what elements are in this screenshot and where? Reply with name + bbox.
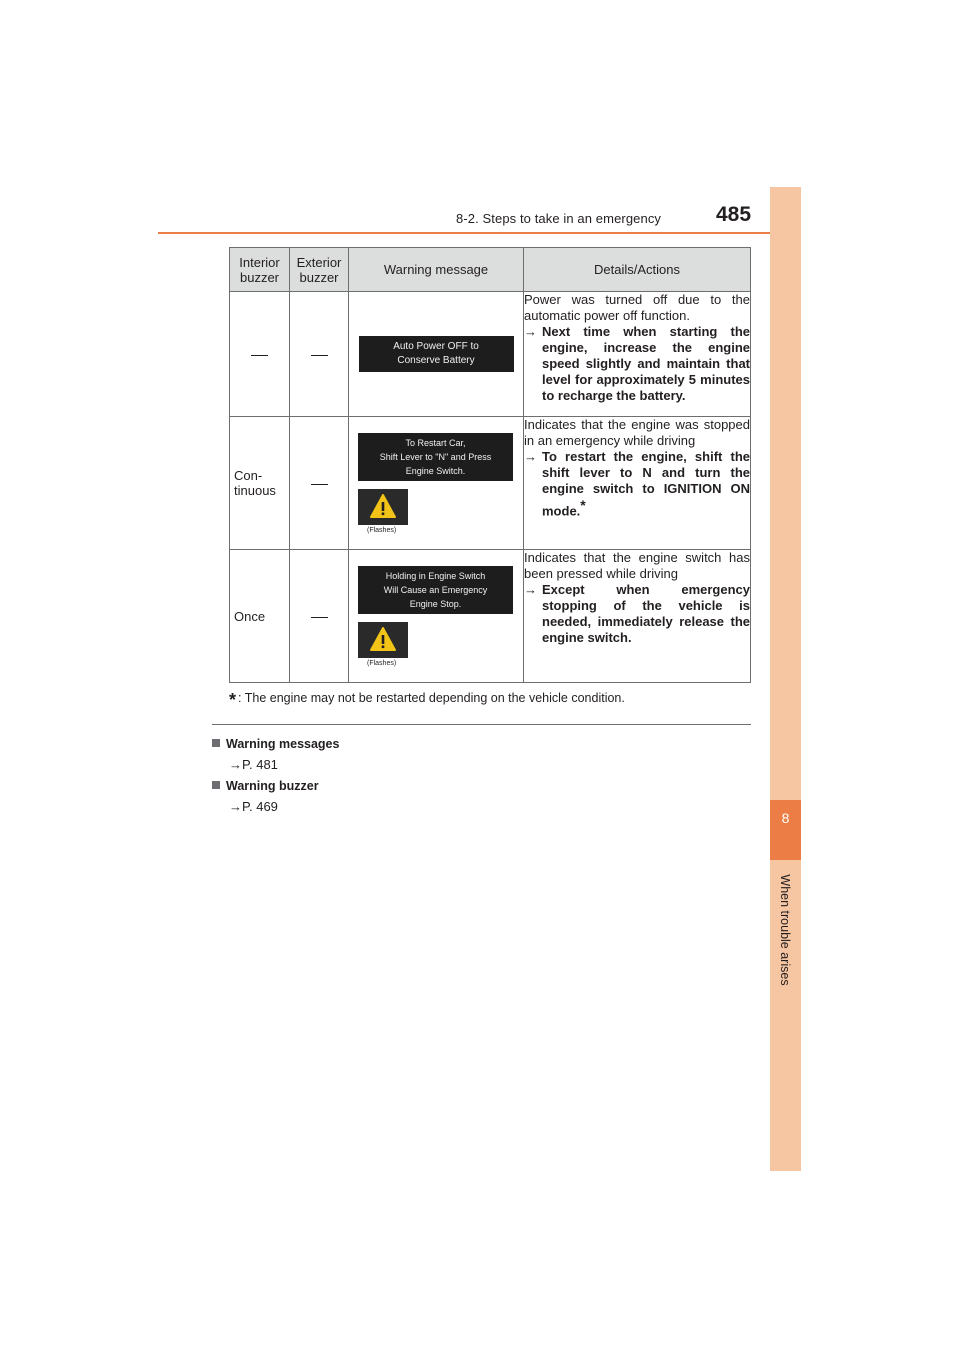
interior-buzzer-cell — [230, 292, 290, 417]
reference-link-warning-messages[interactable] — [229, 757, 278, 772]
action-line — [524, 324, 750, 404]
reference-link-warning-buzzer[interactable] — [229, 799, 278, 814]
detail-text: Indicates that the engine was stopped in an emergency while driving — [524, 417, 750, 448]
warning-table — [229, 247, 751, 683]
chapter-title: When trouble arises — [778, 874, 792, 986]
message-line: Will Cause an Emergency — [383, 584, 488, 595]
page-number: 485 — [716, 203, 752, 226]
chapter-number-tab — [770, 800, 801, 860]
bullet-square-icon — [212, 739, 220, 747]
bullet-square-icon — [212, 781, 220, 789]
action-line: → To restart the engine, shift the shift lever to N and turn the engine switch to IGNITION ON mode.* — [524, 449, 750, 519]
detail-text: Power was turned off due to the automatic power off function. — [524, 292, 750, 323]
message-line: To Restart Car, — [405, 437, 466, 448]
master-warning-light — [358, 622, 408, 658]
detail-text: Indicates that the engine switch has been pressed while driving — [524, 550, 750, 581]
details-cell — [524, 417, 751, 550]
table-row — [230, 292, 751, 417]
header-rule — [158, 232, 801, 234]
table-header-row — [230, 248, 751, 292]
action-line — [524, 582, 750, 646]
header-warning-message: Warning message — [349, 248, 524, 292]
exterior-buzzer-cell — [290, 292, 349, 417]
details-cell — [524, 292, 751, 417]
none-dash — [251, 355, 268, 356]
table-row — [230, 550, 751, 683]
arrow-icon: → — [524, 324, 537, 339]
reference-heading-warning-messages — [212, 737, 339, 751]
flash-label: (Flashes) — [367, 659, 397, 667]
message-line: Holding in Engine Switch — [385, 570, 486, 581]
exterior-buzzer-cell — [290, 417, 349, 550]
asterisk: * — [229, 690, 237, 710]
footnote-text: : The engine may not be restarted depending on the vehicle condition. — [238, 691, 625, 705]
details-cell — [524, 550, 751, 683]
action-text: To restart the engine, shift the shift lever to N and turn the engine switch to IGNITION ON mode. — [542, 449, 750, 519]
action-text: Next time when starting the engine, increase the engine speed slightly and maintain that level for approximately 5 minutes to recharge the battery. — [542, 324, 750, 403]
warning-triangle-icon — [370, 493, 396, 519]
arrow-icon: → — [524, 449, 537, 464]
reference-title: Warning buzzer — [226, 779, 319, 793]
warning-message-cell — [349, 417, 524, 550]
message-display: Auto Power OFF to Conserve Battery — [359, 336, 514, 372]
action-text: Except when emergency stopping of the vehicle is needed, immediately release the engine switch. — [542, 582, 750, 645]
message-group — [349, 433, 523, 534]
reference-page: P. 469 — [242, 799, 278, 814]
header-interior-buzzer: Interior buzzer — [230, 248, 290, 292]
none-dash — [311, 484, 328, 485]
header-details-actions: Details/Actions — [524, 248, 751, 292]
arrow-icon: → — [524, 582, 537, 597]
arrow-icon: → — [229, 799, 242, 814]
message-line: Engine Switch. — [405, 465, 466, 476]
section-title: 8-2. Steps to take in an emergency — [456, 211, 662, 226]
message-line: Engine Stop. — [409, 598, 462, 609]
master-warning-light — [358, 489, 408, 525]
header-exterior-buzzer: Exterior buzzer — [290, 248, 349, 292]
message-display — [358, 566, 513, 614]
warning-triangle-icon — [370, 626, 396, 652]
exterior-buzzer-cell — [290, 550, 349, 683]
section-divider — [212, 724, 751, 725]
arrow-icon: → — [229, 757, 242, 772]
reference-page: P. 481 — [242, 757, 278, 772]
reference-title: Warning messages — [226, 737, 340, 751]
interior-buzzer-cell: Con- tinuous — [230, 417, 290, 550]
chapter-side-tab — [770, 187, 801, 1171]
table-row — [230, 417, 751, 550]
message-line: Shift Lever to "N" and Press — [379, 451, 492, 462]
reference-heading-warning-buzzer — [212, 779, 319, 793]
message-group — [349, 566, 523, 667]
flash-label: (Flashes) — [367, 526, 397, 534]
interior-buzzer-cell: Once — [230, 550, 290, 683]
warning-message-cell — [349, 550, 524, 683]
none-dash — [311, 355, 328, 356]
chapter-number: 8 — [781, 810, 790, 826]
none-dash — [311, 617, 328, 618]
message-display — [358, 433, 513, 481]
footnote — [229, 690, 625, 711]
warning-message-cell — [349, 292, 524, 417]
